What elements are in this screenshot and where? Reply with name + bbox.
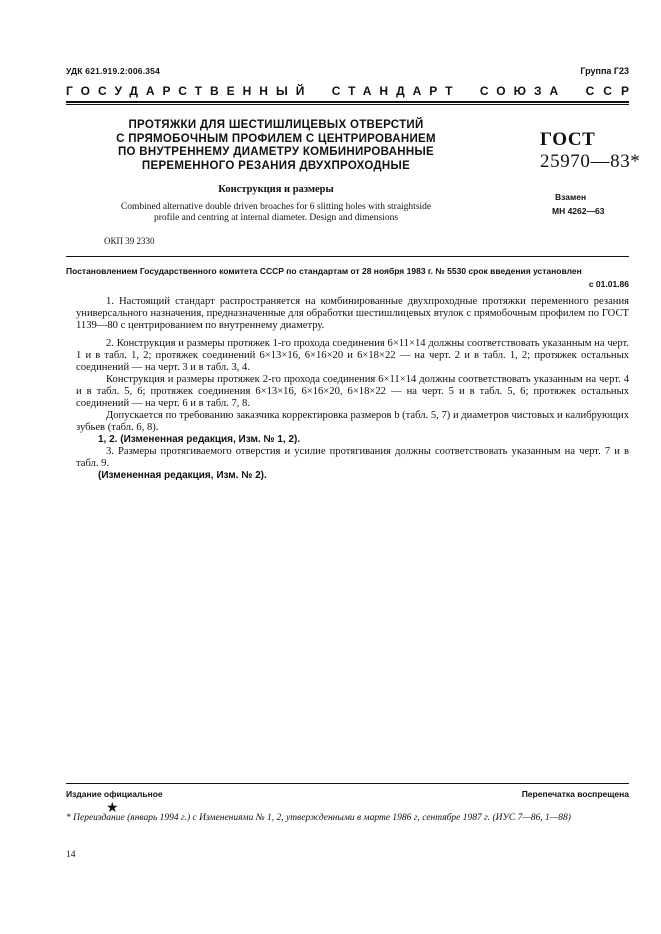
gost-number: 25970—83* <box>540 151 641 172</box>
banner-word: ГОСУДАРСТВЕННЫЙ <box>66 84 313 98</box>
title-line: ПЕРЕМЕННОГО РЕЗАНИЯ ДВУХПРОХОДНЫЕ <box>141 159 411 172</box>
replaces-block <box>552 190 605 218</box>
document-body <box>76 296 629 482</box>
english-title <box>80 202 472 224</box>
banner-word: ССР <box>585 84 638 98</box>
header-rule-thin <box>66 104 629 105</box>
reprint-prohibited-label: Перепечатка воспрещена <box>521 789 629 799</box>
gost-label: ГОСТ <box>540 129 596 150</box>
official-edition-label: Издание официальное <box>66 789 163 799</box>
amendment-note: 1, 2. (Измененная редакция, Изм. № 1, 2). <box>98 434 301 445</box>
header-rule <box>66 101 629 103</box>
decree-statement <box>66 265 629 291</box>
title-line: ПРОТЯЖКИ ДЛЯ ШЕСТИШЛИЦЕВЫХ ОТВЕРСТИЙ <box>128 119 424 131</box>
title-line: С ПРЯМОБОЧНЫМ ПРОФИЛЕМ С ЦЕНТРИРОВАНИЕМ <box>116 132 436 145</box>
paragraph: 3. Размеры протягиваемого отверстия и усилие протягивания должны соответствовать указанным на черт. 7 и в табл. 9. <box>76 446 629 469</box>
star-icon: ★ <box>106 801 119 816</box>
reissue-footnote: * Переиздание (январь 1994 г.) с Изменениями № 1, 2, утвержденными в марте 1986 г, сентябре 1987 г. (ИУС 7—86, 1—88) <box>66 813 571 823</box>
banner-word: СОЮЗА <box>479 84 567 98</box>
title-line: ПО ВНУТРЕННЕМУ ДИАМЕТРУ КОМБИНИРОВАННЫЕ <box>117 146 435 158</box>
decree-text: Постановлением Государственного комитета СССР по стандартам от 28 ноября 1983 г. № 5530 срок введения установлен <box>66 266 582 276</box>
paragraph: 1. Настоящий стандарт распространяется на комбинированные двухпроходные протяжки переменного резания универсального назначения, предназначенные для обработки шестишлицевых втулок с прямобочным профилем по ГОСТ 1139—80 с центрированием по внутреннему диаметру. <box>76 296 629 331</box>
effective-date: с 01.01.86 <box>588 279 629 289</box>
banner-word: СТАНДАРТ <box>331 84 461 98</box>
amendment-note: (Измененная редакция, Изм. № 2). <box>98 470 267 481</box>
paragraph: 2. Конструкция и размеры протяжек 1-го прохода соединения 6×11×14 должны соответствовать указанным на черт. 1 и в табл. 1, 2; протяжек соединений 6×13×16, 6×16×20 и 6×18×22 — на черт. 2 и в табл. 1, 2; протяжек остальных соединений — на черт. 3 и в табл. 3, 4. <box>76 338 629 373</box>
replaces-label: Взамен <box>555 192 587 202</box>
state-standard-banner <box>66 84 638 98</box>
gost-number-block <box>540 129 640 173</box>
document-title <box>96 119 456 173</box>
title-rule <box>66 256 629 257</box>
paragraph: Допускается по требованию заказчика корректировка размеров b (табл. 5, 7) и диаметров чистовых и калибрующих зубьев (табл. 6, 8). <box>76 410 629 433</box>
okp-code: ОКП 39 2330 <box>104 236 155 246</box>
group-code: Группа Г23 <box>580 66 629 76</box>
english-title-line: Combined alternative double driven broaches for 6 slitting holes with straightside <box>120 202 432 212</box>
replaces-standard: МН 4262—63 <box>552 206 605 216</box>
document-subtitle: Конструкция и размеры <box>218 184 334 195</box>
udk-code: УДК 621.919.2:006.354 <box>66 66 161 76</box>
paragraph: Конструкция и размеры протяжек 2-го прохода соединения 6×11×14 должны соответствовать указанным на черт. 4 и в табл. 5, 6; протяжек соединения 6×13×16, 6×16×20, 6×18×22 — на черт. 5 и в табл. 5, 6; протяжек остальных соединений — на черт. 6 и в табл. 7, 8. <box>76 374 629 409</box>
english-title-line: profile and centring at internal diameter. Design and dimensions <box>153 213 399 223</box>
page-number: 14 <box>66 850 76 860</box>
footer-rule <box>66 783 629 784</box>
